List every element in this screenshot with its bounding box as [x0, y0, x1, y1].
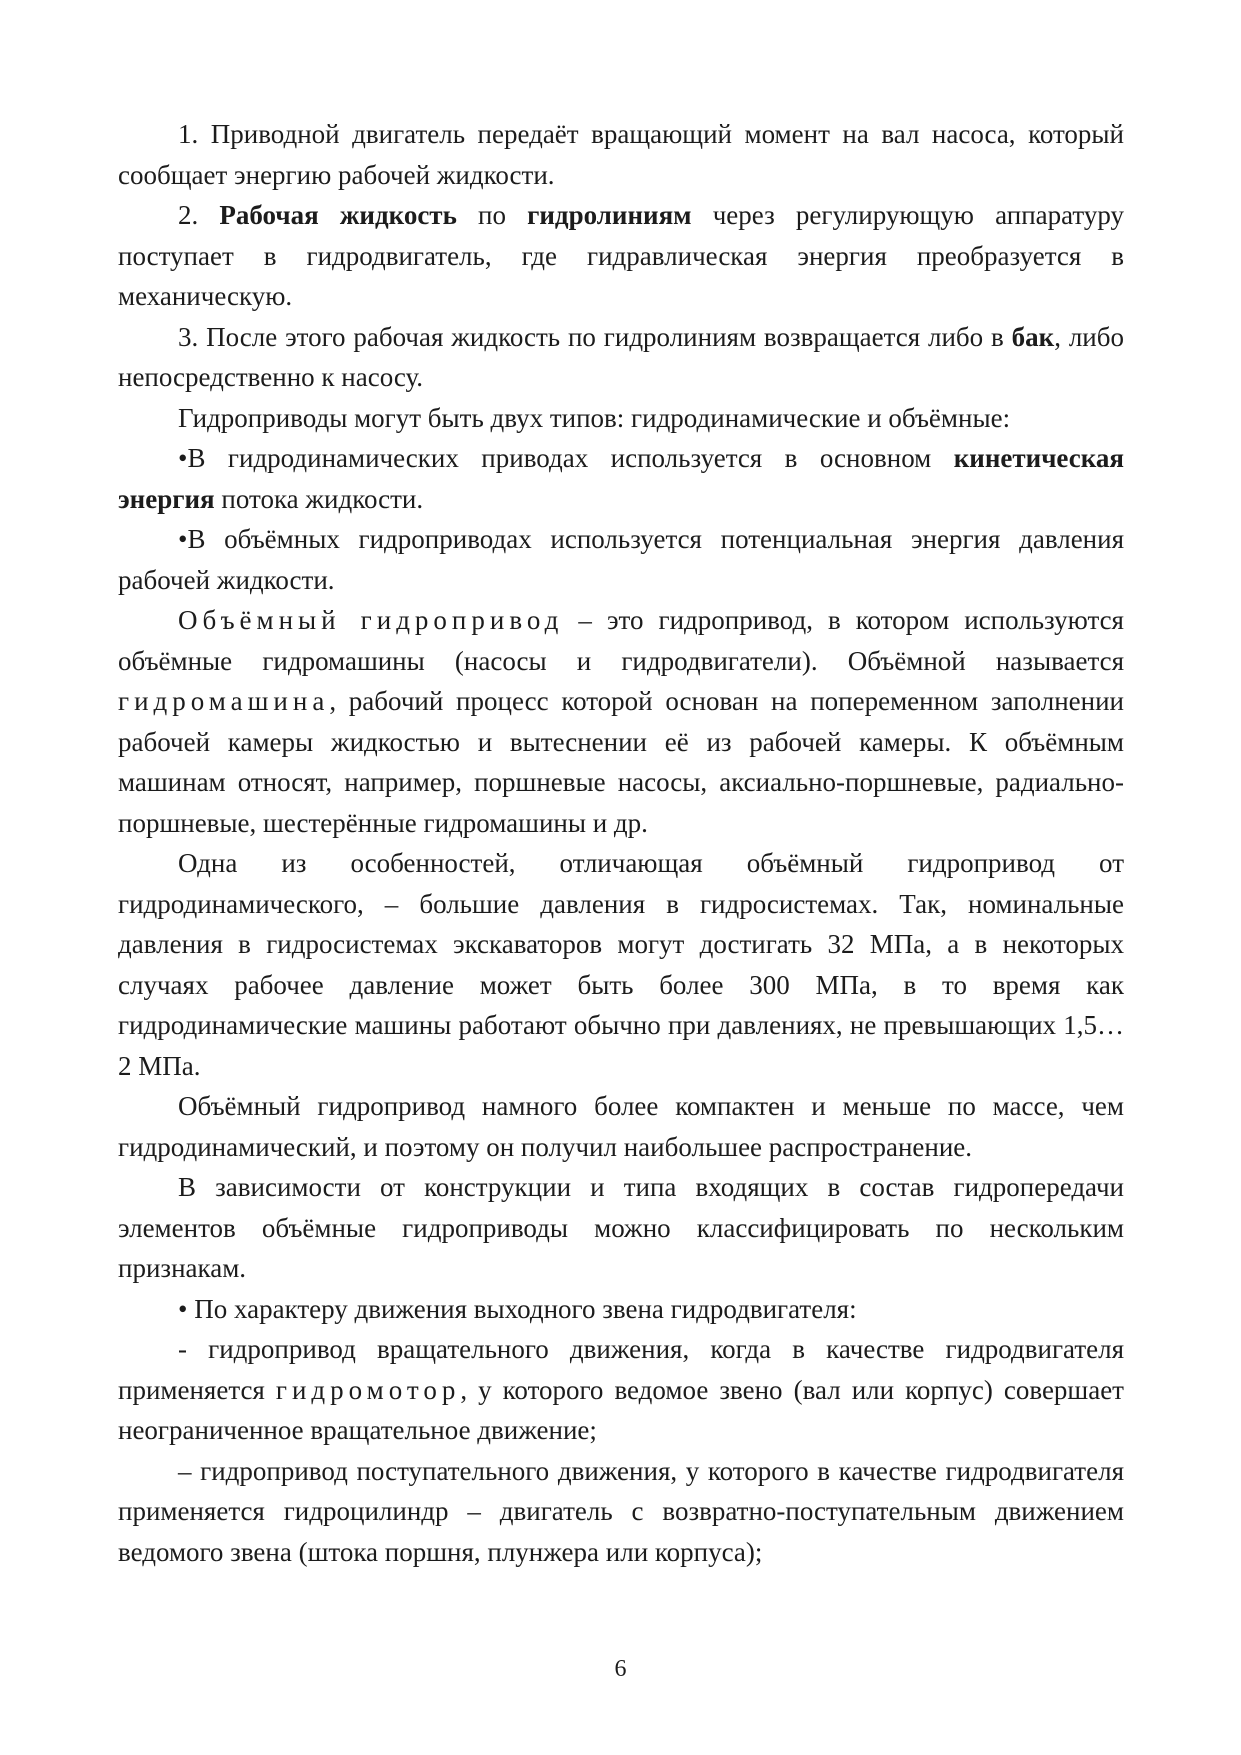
- paragraph-item-1: 1. Приводной двигатель передаёт вращающий момент на вал насоса, который сообщает энергию рабочей жидкости.: [118, 119, 1124, 190]
- paragraph-types-intro: Гидроприводы могут быть двух типов: гидродинамические и объёмные:: [178, 402, 1011, 433]
- paragraph-item-2: 2. Рабочая жидкость по гидролиниям через регулирующую аппаратуру поступает в гидродвигатель, где гидравлическая энергия преобразуется в механическую.: [118, 200, 1125, 311]
- paragraph-compactness: Объёмный гидропривод намного более компактен и меньше по массе, чем гидродинамический, и поэтому он получил наибольшее распространение.: [118, 1091, 1124, 1162]
- document-page: [118, 114, 1124, 1572]
- bold-term-working-fluid: Рабочая жидкость: [219, 200, 457, 230]
- spaced-term-hydromachine: гидромашина: [118, 686, 330, 716]
- bold-term-hydrolines: гидролиниям: [527, 200, 692, 230]
- bold-term-tank: бак: [1011, 321, 1055, 352]
- spaced-term-hydromotor: гидромотор: [275, 1374, 461, 1405]
- page-number: 6: [614, 1656, 627, 1682]
- paragraph-classification-intro: В зависимости от конструкции и типа входящих в состав гидропередачи элементов объёмные гидроприводы можно классифицировать по нескольким признакам.: [118, 1172, 1124, 1283]
- list-item-rotary-drive: - гидропривод вращательного движения, когда в качестве гидродвигателя применяется гидромотор, у которого ведомое звено (вал или корпус) совершает неограниченное вращательное движение;: [118, 1334, 1124, 1445]
- bullet-volumetric: •В объёмных гидроприводах используется потенциальная энергия давления рабочей жидкости.: [118, 524, 1124, 595]
- bullet-hydrodynamic: •В гидродинамических приводах используется в основном кинетическая энергия потока жидкости.: [118, 443, 1124, 514]
- paragraph-features: Одна из особенностей, отличающая объёмный гидропривод от гидродинамического, – большие давления в гидросистемах. Так, номинальные давления в гидросистемах экскаваторов могут достигать 32 МПа, а в некоторых случаях рабочее давление может быть более 300 МПа, в то время как гидродинамические машины работают обычно при давлениях, не превышающих 1,5…2 МПа.: [118, 848, 1124, 1081]
- paragraph-volumetric-definition: Объёмный гидропривод – это гидропривод, в котором используются объёмные гидромашины (насосы и гидродвигатели). Объёмной называется гидромашина, рабочий процесс которой основан на попеременном заполнении рабочей камеры жидкостью и вытеснении её из рабочей камеры. К объёмным машинам относят, например, поршневые насосы, аксиально-поршневые, радиально-поршневые, шестерённые гидромашины и др.: [118, 605, 1124, 838]
- bold-term-kinetic-energy: кинетическая энергия: [118, 443, 1124, 514]
- spaced-term-volumetric-drive: Объёмный гидропривод: [178, 605, 564, 635]
- list-item-linear-drive: – гидропривод поступательного движения, у которого в качестве гидродвигателя применяется гидроцилиндр – двигатель с возвратно-поступательным движением ведомого звена (штока поршня, плунжера или корпуса);: [118, 1455, 1124, 1567]
- paragraph-item-3: 3. После этого рабочая жидкость по гидролиниям возвращается либо в бак, либо непосредственно к насосу.: [118, 321, 1124, 392]
- bullet-motion-character: • По характеру движения выходного звена гидродвигателя:: [178, 1293, 857, 1324]
